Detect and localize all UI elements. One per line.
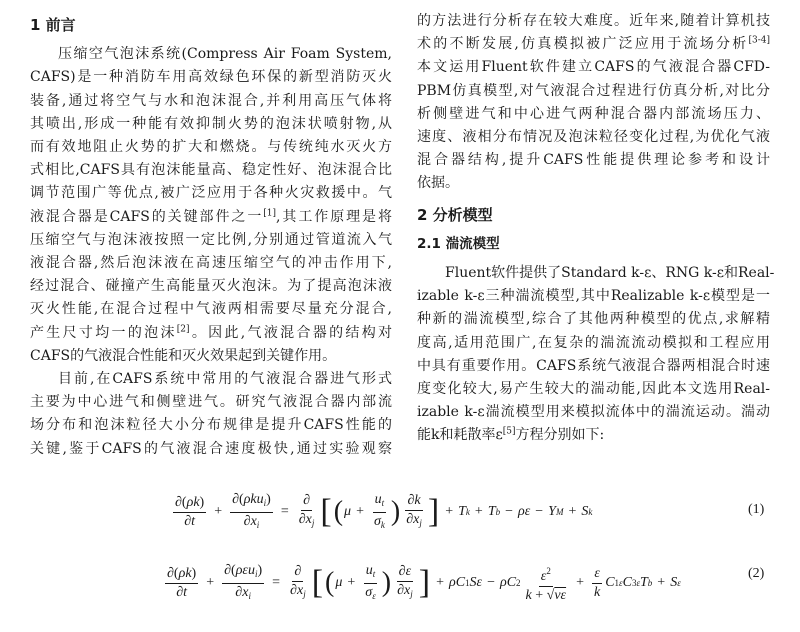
citation: [2]: [176, 323, 190, 334]
text-line: 装备,通过将空气与水和泡沫混合,并利用高压气体将: [30, 92, 392, 109]
citation: [3-4]: [748, 35, 770, 46]
text-line: CAFS)是一种消防车用高效绿色环保的新型消防灭火: [30, 69, 392, 86]
section-2-1-title: 2.1 湍流模型: [417, 235, 500, 252]
text-line: 液混合器,然后泡沫液在高速压缩空气的冲击作用下,: [30, 255, 392, 272]
text-line: 度高,适用范围广,在复杂的湍流流动模拟和工程应用: [417, 334, 770, 351]
text-line: 析侧壁进气和中心进气两种混合器内部流场压力、: [417, 105, 770, 122]
text-segment: 方程分别如下:: [515, 427, 605, 444]
citation: [1]: [263, 207, 277, 218]
text-line: PBM仿真模型,对气液混合过程进行仿真分析,对比分: [417, 82, 770, 99]
text-line: izable k-ε三种湍流模型,其中Realizable k-ε模型是一: [417, 288, 770, 305]
text-line: 度变化较大,易产生较大的湍动能,因此本文选用Real-: [417, 381, 770, 398]
text-line: izable k-ε湍流模型用来模拟流体中的湍流运动。湍动: [417, 404, 770, 421]
text-line: CAFS的气液混合性能和灭火效果起到关键作用。: [30, 347, 337, 364]
text-line: 而有效地阻止火势的扩大和燃烧。与传统纯水灭火方: [30, 139, 392, 156]
text-line: 压缩空气泡沫系统(Compress Air Foam System,: [58, 46, 392, 63]
equation-1: [0, 480, 800, 544]
text-line: 目前,在CAFS系统中常用的气液混合器进气形式: [58, 371, 392, 388]
text-line: 压缩空气与泡沫液按照一定比例,分别通过管道流入气: [30, 231, 392, 248]
text-line: Fluent软件提供了Standard k-ε、RNG k-ε和Real-: [445, 265, 775, 282]
equation-1-number: (1): [748, 502, 765, 517]
text-segment: ,其工作原理是将: [276, 208, 392, 225]
left-column: [30, 10, 392, 461]
right-column: [417, 10, 775, 448]
text-line: 式相比,CAFS具有泡沫能量高、稳定性好、泡沫混合比: [30, 162, 392, 179]
text-line: 其喷出,形成一种能有效抑制火势的泡沫状喷射物,从: [30, 115, 392, 132]
text-line-with-cite: [417, 424, 770, 447]
text-segment: 能k和耗散率ε: [417, 427, 503, 444]
text-line-with-cite: [30, 206, 392, 229]
citation: [5]: [502, 426, 516, 437]
text-segment: 产生尺寸均一的泡沫: [30, 324, 177, 341]
text-line: 调节范围广等优点,被广泛应用于各种火灾救援中。气: [30, 185, 392, 202]
text-line: 依据。: [417, 175, 459, 192]
equation-1-body: $\frac{\partial(\rho k)}{\partial t}$ + $\frac{\partial(\rho ku_i)}{\partial x_i}$ = $\frac{\partial}{\partial x_j}$ [ ( μ + $\frac{u_t}{\sigma_k}$ ) $\frac{\partial k}{\partial x_j}$ ] + T k + T b − ρε − Y M + S k: [175, 491, 593, 530]
text-segment: 。因此,气液混合器的结构对: [189, 324, 392, 341]
text-segment: 液混合器是CAFS的关键部件之一: [30, 208, 264, 225]
text-line: 主要为中心进气和侧壁进气。研究气液混合器内部流: [30, 394, 392, 411]
text-line: 中具有重要作用。CAFS系统气液混合器两相混合时速: [417, 357, 770, 374]
text-line: 速度、液相分布情况及泡沫粒径变化过程,为优化气液: [417, 129, 770, 146]
section-1-title: 1 前言: [30, 16, 76, 34]
section-2-title: 2 分析模型: [417, 205, 493, 224]
text-line-with-cite: [30, 322, 392, 345]
equation-2: [0, 548, 800, 618]
text-line: 场分布和泡沫粒径大小分布规律是提升CAFS性能的: [30, 417, 392, 434]
text-line-with-cite: [417, 33, 770, 56]
equation-2-number: (2): [748, 566, 765, 581]
text-segment: 术的不断发展,仿真模拟被广泛应用于流场分析: [417, 36, 749, 53]
equation-2-body: $\frac{\partial(\rho k)}{\partial t}$ + $\frac{\partial(\rho\varepsilon u_i)}{\partial x_i}$ = $\frac{\partial}{\partial x_j}$ [ ( μ + $\frac{u_t}{\sigma_\varepsilon}$ ) $\frac{\partial\varepsilon}{\partial x_j}$ ] + ρC 1 Sε − ρC 2 $\frac{\varepsilon^2}{k + √v\varepsilon}$ + $\frac{\varepsilon}{k}$ C 1ε C 3ε T b + S ε: [167, 562, 681, 603]
text-line: 的方法进行分析存在较大难度。近年来,随着计算机技: [417, 13, 770, 29]
text-line: 混合器结构,提升CAFS性能提供理论参考和设计: [417, 152, 770, 169]
text-line: 种新的湍流模型,综合了其他两种模型的优点,求解精: [417, 311, 770, 328]
text-line: 关键,鉴于CAFS的气液混合速度极快,通过实验观察: [30, 440, 392, 457]
text-line: 经过混合、碰撞产生高能量灭火泡沫。为了提高泡沫液: [30, 278, 392, 295]
text-line: 本文运用Fluent软件建立CAFS的气液混合器CFD-: [417, 59, 770, 76]
text-line: 灭火性能,在混合过程中气液两相需要尽量充分混合,: [30, 301, 392, 318]
